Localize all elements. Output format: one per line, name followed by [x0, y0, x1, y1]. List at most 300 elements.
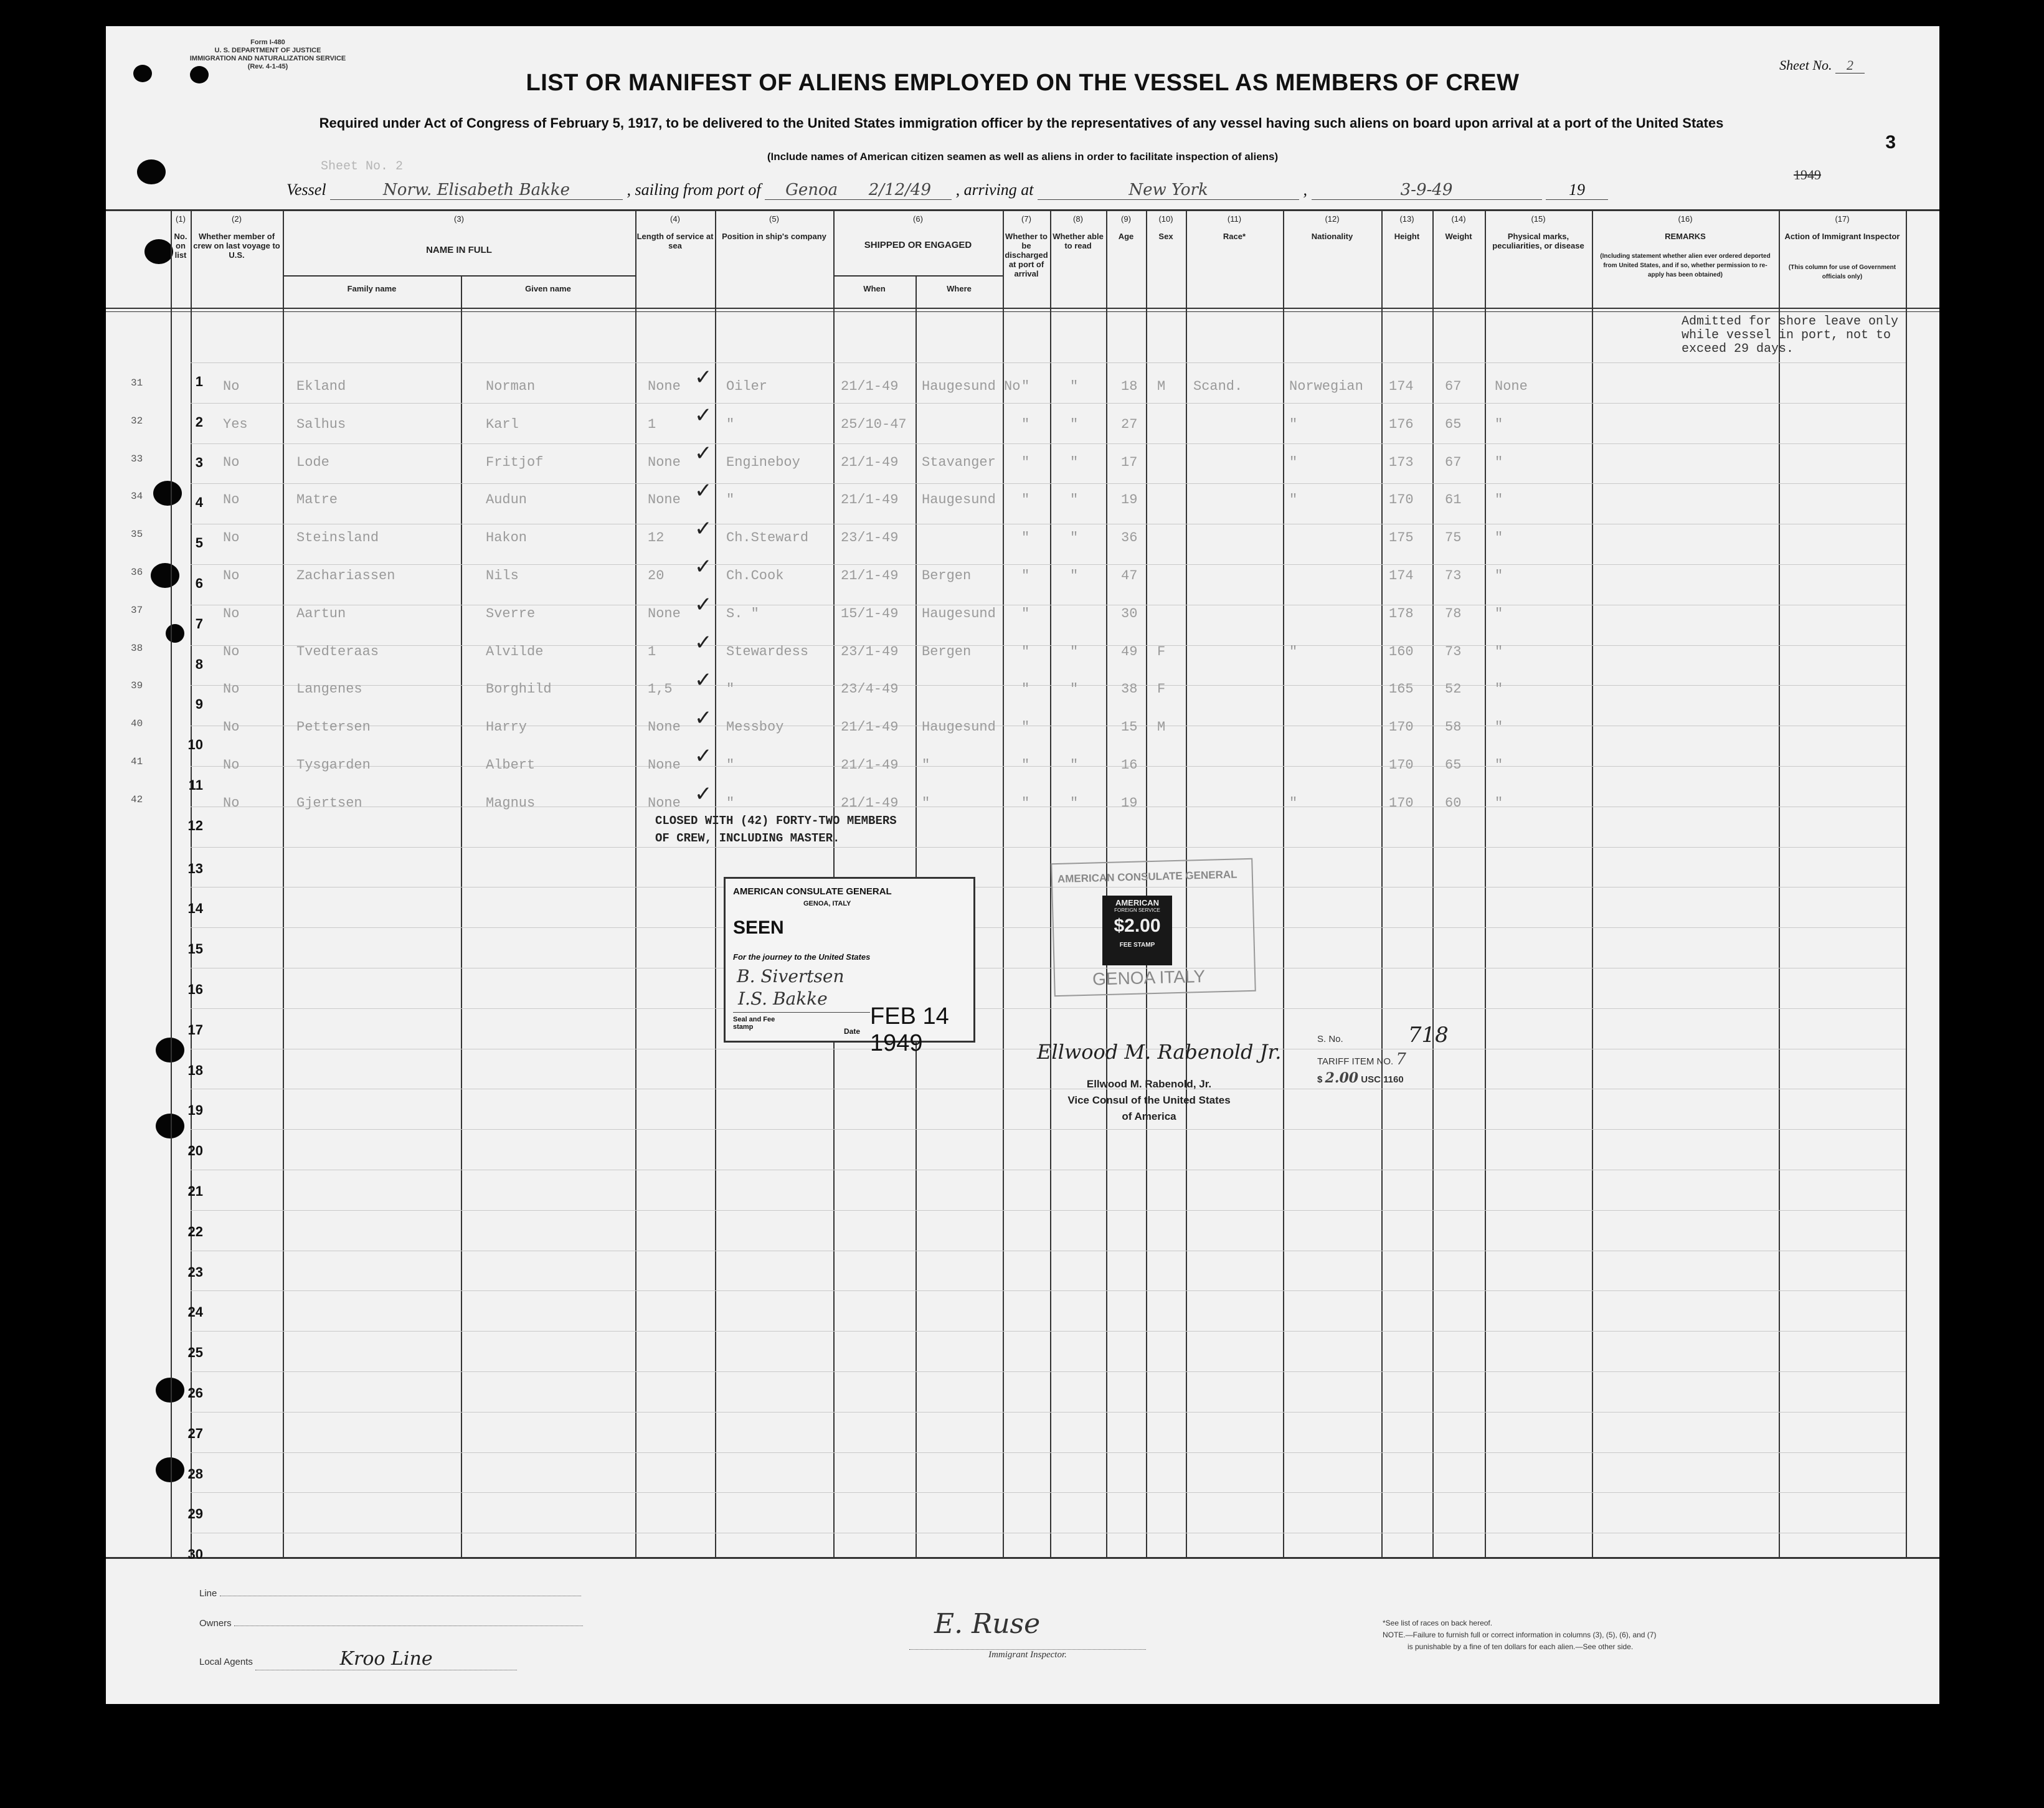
age: 18 — [1121, 379, 1138, 394]
shipped-when: 21/1-49 — [841, 757, 899, 773]
line-number: 25 — [187, 1345, 203, 1361]
sex: F — [1157, 643, 1166, 660]
list-number: 34 — [131, 491, 143, 503]
check-mark: ✓ — [694, 478, 712, 504]
service-length: None — [648, 492, 681, 508]
sex: M — [1157, 719, 1166, 736]
family-name: Steinsland — [296, 530, 379, 546]
height: 178 — [1389, 605, 1414, 622]
line-number: 29 — [187, 1506, 203, 1522]
check-mark: ✓ — [694, 516, 712, 542]
height: 174 — [1389, 379, 1414, 394]
list-number: 39 — [131, 680, 143, 692]
check-mark: ✓ — [694, 440, 712, 466]
check-mark: ✓ — [694, 365, 712, 390]
service-length: 1,5 — [648, 681, 673, 698]
punch-hole — [156, 1038, 184, 1063]
column-number: (6) — [913, 214, 923, 224]
inspector-label: Immigrant Inspector. — [909, 1649, 1146, 1660]
check-mark: ✓ — [694, 744, 712, 769]
check-mark: ✓ — [694, 706, 712, 731]
prev-voyage: No — [223, 795, 240, 811]
able-to-read: " — [1070, 530, 1079, 546]
column-header: Length of service at sea — [636, 232, 714, 250]
grid-line — [106, 1557, 1939, 1559]
grid-line — [191, 1210, 1906, 1211]
able-to-read: " — [1070, 568, 1079, 584]
column-number: (17) — [1835, 214, 1850, 224]
service-length: 12 — [648, 530, 665, 546]
list-number: 41 — [131, 756, 143, 767]
service-length: None — [648, 379, 681, 394]
physical-marks: " — [1495, 795, 1503, 811]
discharge: " — [1021, 416, 1030, 432]
seen-date: FEB 14 1949 — [870, 1003, 949, 1056]
line-number: 24 — [187, 1304, 203, 1320]
family-name: Tysgarden — [296, 757, 371, 773]
grid-line — [191, 766, 1906, 767]
grid-line — [283, 275, 635, 277]
prev-voyage: No — [223, 379, 240, 394]
inspector-signature: E. Ruse — [934, 1608, 1041, 1640]
footer-line: Line — [199, 1588, 581, 1599]
column-number: (1) — [176, 214, 186, 224]
page-subtitle: Required under Act of Congress of February 5, 1917, to be delivered to the United States immigration officer by the representatives of any vessel having such aliens on board upon arrival at a port of the United States — [319, 115, 1724, 131]
able-to-read: " — [1070, 643, 1079, 660]
line-number: 3 — [195, 454, 203, 470]
nationality: Norwegian — [1289, 379, 1363, 394]
age: 27 — [1121, 416, 1138, 432]
line-number: 4 — [195, 495, 203, 511]
line-number: 6 — [195, 575, 203, 591]
grid-line — [106, 311, 1939, 312]
position: Messboy — [726, 719, 784, 736]
discharge: " — [1021, 795, 1030, 811]
weight: 61 — [1445, 492, 1462, 508]
height: 165 — [1389, 681, 1414, 698]
column-header: Action of Immigrant Inspector — [1784, 232, 1900, 241]
height: 170 — [1389, 757, 1414, 773]
family-name: Langenes — [296, 681, 362, 698]
given-name: Borghild — [486, 681, 552, 698]
age: 38 — [1121, 681, 1138, 698]
column-header: Nationality — [1311, 232, 1353, 241]
line-number: 17 — [187, 1021, 203, 1038]
grid-line — [191, 483, 1906, 484]
shipped-where: Bergen — [922, 643, 972, 660]
weight: 67 — [1445, 379, 1462, 394]
column-header: No. on list — [174, 232, 187, 260]
weight: 67 — [1445, 454, 1462, 470]
column-number: (9) — [1121, 214, 1131, 224]
grid-line — [1432, 209, 1434, 1557]
column-number: (11) — [1227, 214, 1242, 224]
shipped-where: Bergen — [922, 568, 972, 584]
line-number: 10 — [187, 737, 203, 753]
position: Ch.Cook — [726, 568, 784, 584]
line-number: 23 — [187, 1264, 203, 1280]
age: 30 — [1121, 605, 1138, 622]
weight: 78 — [1445, 605, 1462, 622]
year-field: 19 — [1546, 181, 1608, 200]
discharge: " — [1021, 757, 1030, 773]
where-header: Where — [947, 284, 972, 293]
age: 15 — [1121, 719, 1138, 736]
prev-voyage: No — [223, 492, 240, 508]
nationality: " — [1289, 492, 1298, 508]
shipped-when: 21/1-49 — [841, 719, 899, 736]
able-to-read: " — [1070, 757, 1079, 773]
family-name: Aartun — [296, 605, 346, 622]
shipped-when: 21/1-49 — [841, 568, 899, 584]
check-mark: ✓ — [694, 402, 712, 428]
weight: 75 — [1445, 530, 1462, 546]
line-number: 12 — [187, 817, 203, 833]
given-name: Norman — [486, 379, 536, 394]
height: 170 — [1389, 795, 1414, 811]
grid-line — [191, 1331, 1906, 1332]
grid-line — [191, 645, 1906, 646]
service-length: 20 — [648, 568, 665, 584]
shipped-when: 23/1-49 — [841, 643, 899, 660]
prev-voyage: No — [223, 530, 240, 546]
discharge: " — [1021, 719, 1030, 736]
shipped-where: Haugesund No — [922, 379, 1021, 394]
column-header: Age — [1118, 232, 1134, 241]
grid-line — [191, 1412, 1906, 1413]
grid-line — [191, 1129, 1906, 1130]
height: 176 — [1389, 416, 1414, 432]
list-number: 33 — [131, 453, 143, 465]
column-number: (13) — [1399, 214, 1414, 224]
fee-stamp: AMERICAN FOREIGN SERVICE $2.00 FEE STAMP — [1102, 896, 1172, 965]
grid-line — [635, 209, 636, 1557]
family-name: Tvedteraas — [296, 643, 379, 660]
line-number: 22 — [187, 1223, 203, 1239]
consulate-stamp: AMERICAN CONSULATE GENERAL GENOA ITALY — [1051, 858, 1256, 996]
page-title: LIST OR MANIFEST OF ALIENS EMPLOYED ON THE VESSEL AS MEMBERS OF CREW — [526, 70, 1520, 96]
age: 36 — [1121, 530, 1138, 546]
grid-line — [191, 1492, 1906, 1493]
column-header: Whether member of crew on last voyage to U.S. — [193, 232, 280, 260]
shipped-when: 21/1-49 — [841, 379, 899, 394]
shipped-where: Haugesund — [922, 719, 996, 736]
height: 160 — [1389, 643, 1414, 660]
weight: 60 — [1445, 795, 1462, 811]
physical-marks: " — [1495, 643, 1503, 660]
column-number: (3) — [454, 214, 464, 224]
prev-voyage: No — [223, 454, 240, 470]
tariff-stamp: S. No. 718 TARIFF ITEM NO. 7 $ 2.00 USC 1160 — [1317, 1023, 1449, 1086]
grid-line — [191, 1290, 1906, 1291]
line-number: 27 — [187, 1425, 203, 1441]
shipped-where: Haugesund — [922, 492, 996, 508]
height: 170 — [1389, 492, 1414, 508]
shipped-when: 23/4-49 — [841, 681, 899, 698]
position: " — [726, 492, 735, 508]
column-header: Physical marks, peculiarities, or disease — [1492, 232, 1584, 250]
able-to-read: " — [1070, 681, 1079, 698]
grid-line — [191, 927, 1906, 928]
remarks-note-header: (Including statement whether alien ever ordered deported from United States, and if so, whether permission to re-apply has been obtained) — [1600, 253, 1771, 278]
discharge: " — [1021, 568, 1030, 584]
service-length: None — [648, 605, 681, 622]
discharge: " — [1021, 643, 1030, 660]
sex: M — [1157, 379, 1166, 394]
sex: F — [1157, 681, 1166, 698]
line-number: 5 — [195, 535, 203, 551]
prev-voyage: No — [223, 719, 240, 736]
grid-line — [461, 275, 462, 1557]
shipped-where: Stavanger — [922, 454, 996, 470]
grid-line — [191, 1371, 1906, 1372]
line-number: 2 — [195, 414, 203, 430]
position: Oiler — [726, 379, 768, 394]
age: 16 — [1121, 757, 1138, 773]
grid-line — [191, 564, 1906, 565]
line-number: 28 — [187, 1465, 203, 1482]
grid-line — [1906, 209, 1907, 1557]
column-header: REMARKS — [1665, 232, 1706, 241]
able-to-read: " — [1070, 795, 1079, 811]
departure-port: Genoa 2/12/49 — [765, 181, 952, 200]
list-number: 36 — [131, 567, 143, 578]
age: 49 — [1121, 643, 1138, 660]
prev-voyage: No — [223, 757, 240, 773]
physical-marks: " — [1495, 681, 1503, 698]
action-note-header: (This column for use of Government officials only) — [1788, 264, 1896, 280]
when-header: When — [863, 284, 886, 293]
faded-sheet-label: Sheet No. 2 — [321, 159, 404, 174]
column-header: Weight — [1445, 232, 1472, 241]
footer-notes: *See list of races on back hereof. NOTE.—Failure to furnish full or correct information in columns (3), (5), (6), and (7) is punishable by a fine of ten dollars for each alien.—See other side. — [1383, 1619, 1657, 1651]
grid-line — [191, 362, 1906, 363]
page-subnote: (Include names of American citizen seamen as well as aliens in order to facilitate inspection of aliens) — [767, 151, 1279, 163]
weight: 73 — [1445, 568, 1462, 584]
list-number: 40 — [131, 718, 143, 730]
arrival-date: 3-9-49 — [1312, 181, 1542, 200]
shipped-when: 21/1-49 — [841, 492, 899, 508]
grid-line — [191, 847, 1906, 848]
shipped-where: " — [922, 757, 930, 773]
shipped-when: 21/1-49 — [841, 795, 899, 811]
service-length: 1 — [648, 416, 656, 432]
column-header: Sex — [1158, 232, 1173, 241]
nationality: " — [1289, 795, 1298, 811]
line-number: 26 — [187, 1385, 203, 1401]
service-length: None — [648, 757, 681, 773]
prev-voyage: No — [223, 605, 240, 622]
physical-marks: " — [1495, 530, 1503, 546]
weight: 52 — [1445, 681, 1462, 698]
shipped-when: 25/10-47 — [841, 416, 907, 432]
line-number: 30 — [187, 1546, 203, 1563]
line-number: 16 — [187, 982, 203, 997]
race: Scand. — [1193, 379, 1243, 394]
physical-marks: " — [1495, 416, 1503, 432]
line-number: 8 — [195, 656, 203, 672]
height: 174 — [1389, 568, 1414, 584]
position: " — [726, 681, 735, 698]
service-length: None — [648, 795, 681, 811]
age: 17 — [1121, 454, 1138, 470]
check-mark: ✓ — [694, 630, 712, 655]
weight: 73 — [1445, 643, 1462, 660]
column-number: (4) — [670, 214, 680, 224]
position: Ch.Steward — [726, 530, 809, 546]
age: 19 — [1121, 795, 1138, 811]
grid-line — [1381, 209, 1383, 1557]
column-number: (16) — [1678, 214, 1693, 224]
physical-marks: " — [1495, 568, 1503, 584]
grid-line — [106, 209, 1939, 211]
position: S. " — [726, 605, 759, 622]
column-header: NAME IN FULL — [426, 245, 492, 255]
grid-line — [191, 1008, 1906, 1009]
grid-line — [833, 275, 1003, 277]
column-number: (2) — [232, 214, 242, 224]
position: " — [726, 795, 735, 811]
position: Engineboy — [726, 454, 800, 470]
shipped-where: Haugesund — [922, 605, 996, 622]
list-number: 42 — [131, 793, 143, 805]
grid-line — [715, 209, 716, 1557]
column-header: Race* — [1223, 232, 1246, 241]
column-header: Height — [1394, 232, 1420, 241]
line-number: 11 — [188, 777, 203, 793]
vessel-name: Norw. Elisabeth Bakke — [330, 181, 623, 200]
column-header: Position in ship's company — [722, 232, 826, 241]
family-name: Salhus — [296, 416, 346, 432]
grid-line — [106, 308, 1939, 309]
able-to-read: " — [1070, 492, 1079, 508]
sheet-number: Sheet No. 2 — [1779, 57, 1865, 73]
physical-marks: " — [1495, 757, 1503, 773]
consul-signature: Ellwood M. Rabenold Jr. — [1037, 1040, 1282, 1064]
height: 175 — [1389, 530, 1414, 546]
list-number: 32 — [131, 415, 143, 427]
column-header: SHIPPED OR ENGAGED — [864, 240, 972, 250]
check-mark: ✓ — [694, 781, 712, 807]
service-length: None — [648, 454, 681, 470]
family-name: Gjertsen — [296, 795, 362, 811]
line-number: 14 — [187, 901, 203, 917]
discharge: " — [1021, 605, 1030, 622]
shipped-when: 21/1-49 — [841, 454, 899, 470]
line-number: 9 — [195, 696, 203, 712]
prev-voyage: Yes — [223, 416, 248, 432]
consul-block: Ellwood M. Rabenold, Jr. Vice Consul of the United States of America — [1067, 1078, 1231, 1122]
footer-agents: Local Agents Kroo Line — [199, 1648, 517, 1670]
column-number: (15) — [1531, 214, 1546, 224]
grid-line — [1283, 209, 1284, 1557]
able-to-read: " — [1070, 416, 1079, 432]
age: 47 — [1121, 568, 1138, 584]
remarks-note: Admitted for shore leave only while vessel in port, not to exceed 29 days. — [1682, 315, 1899, 356]
weight: 58 — [1445, 719, 1462, 736]
grid-line — [191, 403, 1906, 404]
family-name: Zachariassen — [296, 568, 395, 584]
given-name: Karl — [486, 416, 519, 432]
footer-owners: Owners — [199, 1618, 583, 1629]
line-number: 15 — [187, 941, 203, 957]
line-number: 18 — [187, 1062, 203, 1078]
line-number: 21 — [187, 1183, 203, 1199]
given-name: Harry — [486, 719, 528, 736]
position: " — [726, 416, 735, 432]
check-mark: ✓ — [694, 668, 712, 693]
grid-line — [191, 685, 1906, 686]
physical-marks: None — [1495, 379, 1528, 394]
list-number: 37 — [131, 604, 143, 616]
age: 19 — [1121, 492, 1138, 508]
able-to-read: " — [1070, 379, 1079, 394]
service-length: None — [648, 719, 681, 736]
line-number: 19 — [187, 1102, 203, 1119]
discharge: " — [1021, 379, 1030, 394]
family-name: Lode — [296, 454, 329, 470]
punch-hole — [144, 239, 173, 264]
family-name: Pettersen — [296, 719, 371, 736]
shipped-when: 23/1-49 — [841, 530, 899, 546]
given-name: Alvilde — [486, 643, 544, 660]
physical-marks: " — [1495, 719, 1503, 736]
position: Stewardess — [726, 643, 809, 660]
line-number: 7 — [195, 615, 203, 632]
service-length: 1 — [648, 643, 656, 660]
vessel-line: Vessel Norw. Elisabeth Bakke , sailing from port of Genoa 2/12/49 , arriving at New York , 3-9-49 19 — [286, 181, 1608, 200]
prev-voyage: No — [223, 568, 240, 584]
shipped-where: " — [922, 795, 930, 811]
nationality: " — [1289, 454, 1298, 470]
physical-marks: " — [1495, 492, 1503, 508]
weight: 65 — [1445, 416, 1462, 432]
family-name: Matre — [296, 492, 338, 508]
given-name: Albert — [486, 757, 536, 773]
discharge: " — [1021, 492, 1030, 508]
line-number: 20 — [187, 1143, 203, 1159]
grid-line — [283, 209, 284, 1557]
grid-line — [191, 443, 1906, 444]
given-name: Audun — [486, 492, 528, 508]
physical-marks: " — [1495, 454, 1503, 470]
column-number: (7) — [1021, 214, 1031, 224]
nationality: " — [1289, 416, 1298, 432]
column-number: (12) — [1325, 214, 1340, 224]
column-number: (14) — [1451, 214, 1466, 224]
given-name: Hakon — [486, 530, 528, 546]
manifest-sheet — [106, 26, 1939, 1704]
form-identifier: Form I-480 U. S. DEPARTMENT OF JUSTICE IMMIGRATION AND NATURALIZATION SERVICE (Rev. 4-1-45) — [189, 39, 346, 70]
prev-voyage: No — [223, 643, 240, 660]
given-name: Fritjof — [486, 454, 544, 470]
position: " — [726, 757, 735, 773]
given-name: Sverre — [486, 605, 536, 622]
check-mark: ✓ — [694, 554, 712, 579]
discharge: " — [1021, 530, 1030, 546]
line-number: 1 — [195, 374, 203, 389]
page-number: 3 — [1885, 132, 1896, 153]
shipped-when: 15/1-49 — [841, 605, 899, 622]
punch-hole — [137, 159, 166, 184]
weight: 65 — [1445, 757, 1462, 773]
column-header: Whether able to read — [1053, 232, 1104, 250]
grid-line — [1592, 209, 1593, 1557]
given-name: Magnus — [486, 795, 536, 811]
height: 173 — [1389, 454, 1414, 470]
line-number: 13 — [187, 860, 203, 876]
list-number: 38 — [131, 642, 143, 654]
